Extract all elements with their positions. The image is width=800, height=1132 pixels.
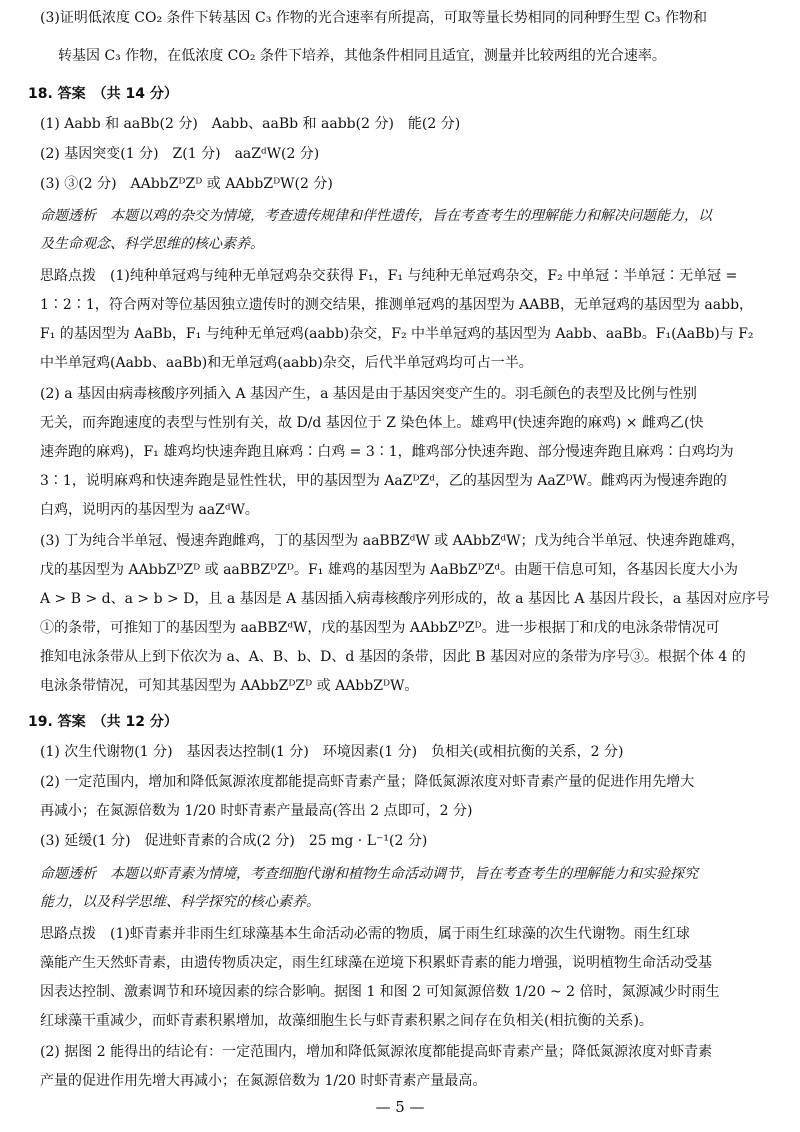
text-line: (2) 一定范围内，增加和降低氮源浓度都能提高虾青素产量；降低氮源浓度对虾青素产量的促进作用先增大 [40,774,695,790]
text-line: 藻能产生天然虾青素，由遗传物质决定，雨生红球藻在逆境下积累虾青素的能力增强，说明植物生命活动受基 [40,955,712,971]
text-line: 因表达控制、激素调节和环境因素的综合影响。据图 1 和图 2 可知氮源倍数 1/20 ~ 2 倍时，氮源减少时雨生 [40,984,720,1000]
text-line: (2) 基因突变(1 分) Z(1 分) aaZᵈW(2 分) [40,146,320,162]
text-line: 19. 答案 （共 12 分） [28,714,178,730]
text-line: (1) 次生代谢物(1 分) 基因表达控制(1 分) 环境因素(1 分) 负相关(或相抗衡的关系，2 分) [40,744,624,760]
text-line: F₁ 的基因型为 AaBb，F₁ 与纯种无单冠鸡(aabb)杂交，F₂ 中半单冠鸡的基因型为 Aabb、aaBb。F₁(AaBb)与 F₂ [40,326,754,342]
text-line: 思路点拨 (1)纯种单冠鸡与纯种无单冠鸡杂交获得 F₁，F₁ 与纯种无单冠鸡杂交，F₂ 中单冠∶半单冠∶无单冠 = [40,268,738,284]
text-line: 无关，而奔跑速度的表型与性别有关，故 D/d 基因位于 Z 染色体上。雄鸡甲(快速奔跑的麻鸡) × 雌鸡乙(快 [40,415,704,431]
text-line: 速奔跑的麻鸡)，F₁ 雄鸡均快速奔跑且麻鸡∶白鸡 = 3∶1，雌鸡部分快速奔跑、部分慢速奔跑且麻鸡∶白鸡均为 [40,444,734,460]
text-line: 1∶2∶1，符合两对等位基因独立遗传时的测交结果，推测单冠鸡的基因型为 AABB，无单冠鸡的基因型为 aabb， [40,297,754,313]
text-line: 推知电泳条带从上到下依次为 a、A、B、b、D、d 基因的条带，因此 B 基因对应的条带为序号③。根据个体 4 的 [40,649,746,665]
text-line: 命题透析 本题以虾青素为情境，考查细胞代谢和植物生命活动调节，旨在考查考生的理解能力和实验探究 [40,866,698,882]
text-line: 中半单冠鸡(Aabb、aaBb)和无单冠鸡(aabb)杂交，后代半单冠鸡均可占一半。 [40,355,533,371]
text-line: (3)证明低浓度 CO₂ 条件下转基因 C₃ 作物的光合速率有所提高，可取等量长势相同的同种野生型 C₃ 作物和 [40,10,707,26]
text-line: 3∶1，说明麻鸡和快速奔跑是显性性状，甲的基因型为 AaZᴰZᵈ，乙的基因型为 AaZᴰW。雌鸡丙为慢速奔跑的 [40,473,727,489]
text-line: 转基因 C₃ 作物，在低浓度 CO₂ 条件下培养，其他条件相同且适宜，测量并比较两组的光合速率。 [58,48,666,64]
text-line: (3) 延缓(1 分) 促进虾青素的合成(2 分) 25 mg · L⁻¹(2 分) [40,833,428,849]
page-number: — 5 — [375,1098,425,1116]
text-line: 命题透析 本题以鸡的杂交为情境，考查遗传规律和伴性遗传，旨在考查考生的理解能力和解决问题能力，以 [40,208,712,224]
text-line: 再减小；在氮源倍数为 1/20 时虾青素产量最高(答出 2 点即可，2 分) [40,803,473,819]
text-line: 思路点拨 (1)虾青素并非雨生红球藻基本生命活动必需的物质，属于雨生红球藻的次生代谢物。雨生红球 [40,926,690,942]
text-line: (3) ③(2 分) AAbbZᴰZᴰ 或 AAbbZᴰW(2 分) [40,176,333,192]
text-line: 电泳条带情况，可知其基因型为 AAbbZᴰZᴰ 或 AAbbZᴰW。 [40,678,419,694]
text-line: 戊的基因型为 AAbbZᴰZᴰ 或 aaBBZᴰZᴰ。F₁ 雄鸡的基因型为 AaBbZᴰZᵈ。由题干信息可知，各基因长度大小为 [40,562,739,578]
text-line: 及生命观念、科学思维的核心素养。 [40,236,264,252]
text-line: (3) 丁为纯合半单冠、慢速奔跑雌鸡，丁的基因型为 aaBBZᵈW 或 AAbbZᵈW；戊为纯合半单冠、快速奔跑雄鸡， [40,533,745,549]
text-line: 白鸡，说明丙的基因型为 aaZᵈW。 [40,502,259,518]
text-line: 能力，以及科学思维、科学探究的核心素养。 [40,894,320,910]
text-line: 产量的促进作用先增大再减小；在氮源倍数为 1/20 时虾青素产量最高。 [40,1073,487,1089]
text-line: ①的条带，可推知丁的基因型为 aaBBZᵈW，戊的基因型为 AAbbZᴰZᴰ。进一步根据丁和戊的电泳条带情况可 [40,620,720,636]
text-line: (1) Aabb 和 aaBb(2 分) Aabb、aaBb 和 aabb(2 分) 能(2 分) [40,116,461,132]
text-line: (2) a 基因由病毒核酸序列插入 A 基因产生，a 基因是由于基因突变产生的。羽毛颜色的表型及比例与性别 [40,386,697,402]
text-line: (2) 据图 2 能得出的结论有：一定范围内，增加和降低氮源浓度都能提高虾青素产量；降低氮源浓度对虾青素 [40,1044,713,1060]
text-line: 18. 答案 （共 14 分） [28,86,178,102]
text-line: A > B > d、a > b > D，且 a 基因是 A 基因插入病毒核酸序列形成的，故 a 基因比 A 基因片段长，a 基因对应序号 [40,591,770,607]
text-line: 红球藻干重减少，而虾青素积累增加，故藻细胞生长与虾青素积累之间存在负相关(相抗衡的关系)。 [40,1013,653,1029]
